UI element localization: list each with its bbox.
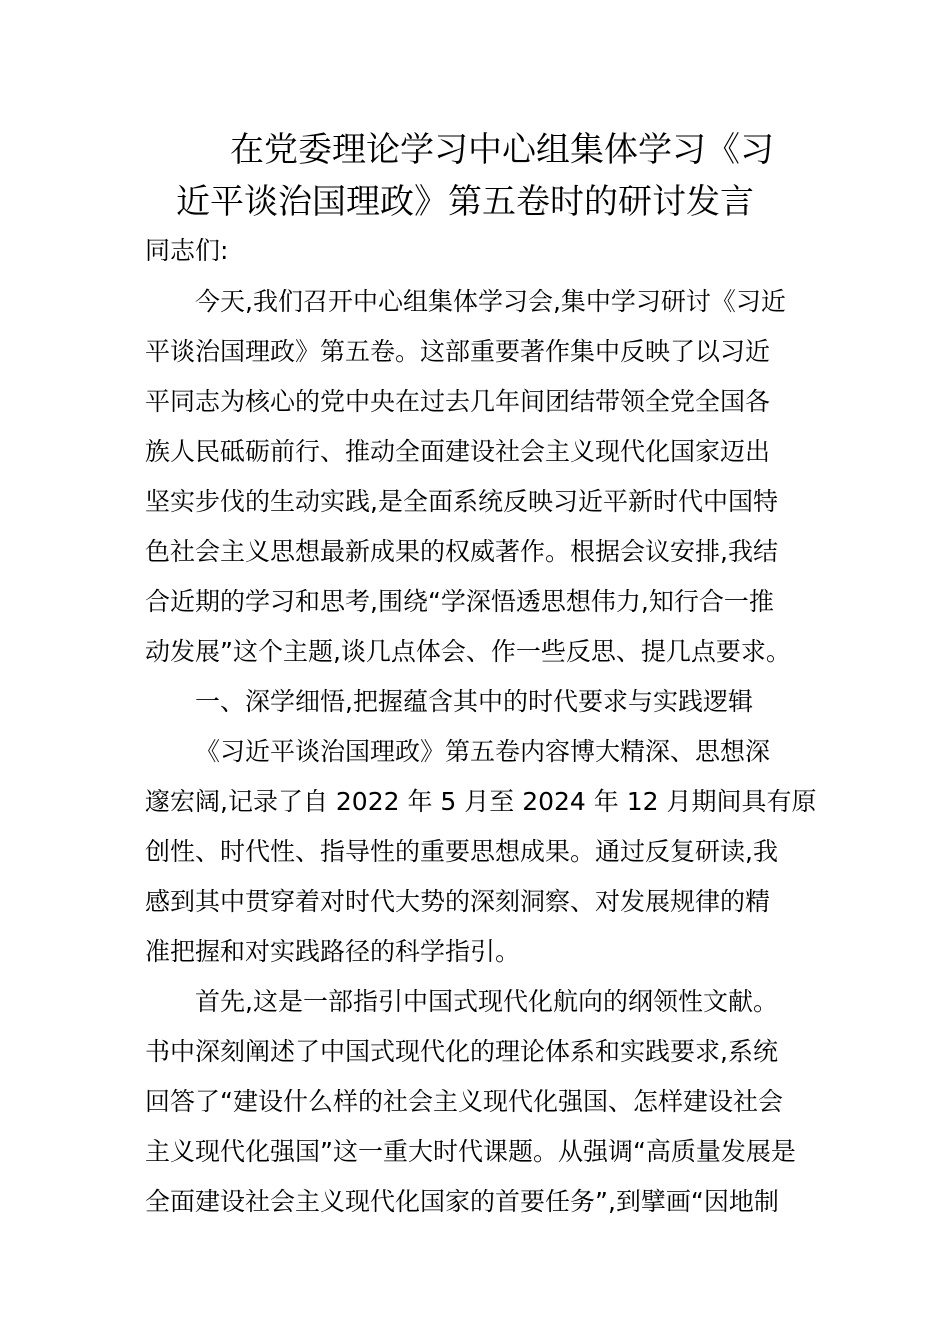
paragraph-line: 族人民砥砺前行、推动全面建设社会主义现代化国家迈出 [145, 437, 771, 466]
paragraph-line: 色社会主义思想最新成果的权威著作。根据会议安排,我结 [145, 537, 778, 566]
salutation: 同志们: [145, 236, 229, 265]
paragraph-line: 《习近平谈治国理政》第五卷内容博大精深、思想深 [195, 737, 771, 766]
paragraph-line: 坚实步伐的生动实践,是全面系统反映习近平新时代中国特 [145, 487, 778, 516]
paragraph-line: 感到其中贯穿着对时代大势的深刻洞察、对发展规律的精 [145, 887, 771, 916]
paragraph-line: 创性、时代性、指导性的重要思想成果。通过反复研读,我 [145, 837, 778, 866]
paragraph-line: 动发展”这个主题,谈几点体会、作一些反思、提几点要求。 [145, 637, 791, 666]
paragraph-line: 书中深刻阐述了中国式现代化的理论体系和实践要求,系统 [145, 1037, 778, 1066]
section-heading: 一、深学细悟,把握蕴含其中的时代要求与实践逻辑 [195, 687, 753, 716]
paragraph-line: 首先,这是一部指引中国式现代化航向的纲领性文献。 [195, 987, 778, 1016]
paragraph-line: 平谈治国理政》第五卷。这部重要著作集中反映了以习近 [145, 337, 771, 366]
paragraph-line: 合近期的学习和思考,围绕“学深悟透思想伟力,知行合一推 [145, 587, 774, 616]
document-title-line-1: 在党委理论学习中心组集体学习《习 [230, 130, 774, 170]
paragraph-line: 回答了“建设什么样的社会主义现代化强国、怎样建设社会 [145, 1087, 783, 1116]
paragraph-line: 邃宏阔,记录了自 2022 年 5 月至 2024 年 12 月期间具有原 [145, 787, 817, 816]
paragraph-line: 全面建设社会主义现代化国家的首要任务”,到擘画“因地制 [145, 1187, 779, 1216]
paragraph-line: 主义现代化强国”这一重大时代课题。从强调“高质量发展是 [145, 1137, 796, 1166]
paragraph-line: 准把握和对实践路径的科学指引。 [145, 937, 521, 966]
document-title-line-2: 近平谈治国理政》第五卷时的研讨发言 [176, 182, 754, 222]
paragraph-line: 今天,我们召开中心组集体学习会,集中学习研讨《习近 [195, 287, 786, 316]
paragraph-line: 平同志为核心的党中央在过去几年间团结带领全党全国各 [145, 387, 771, 416]
